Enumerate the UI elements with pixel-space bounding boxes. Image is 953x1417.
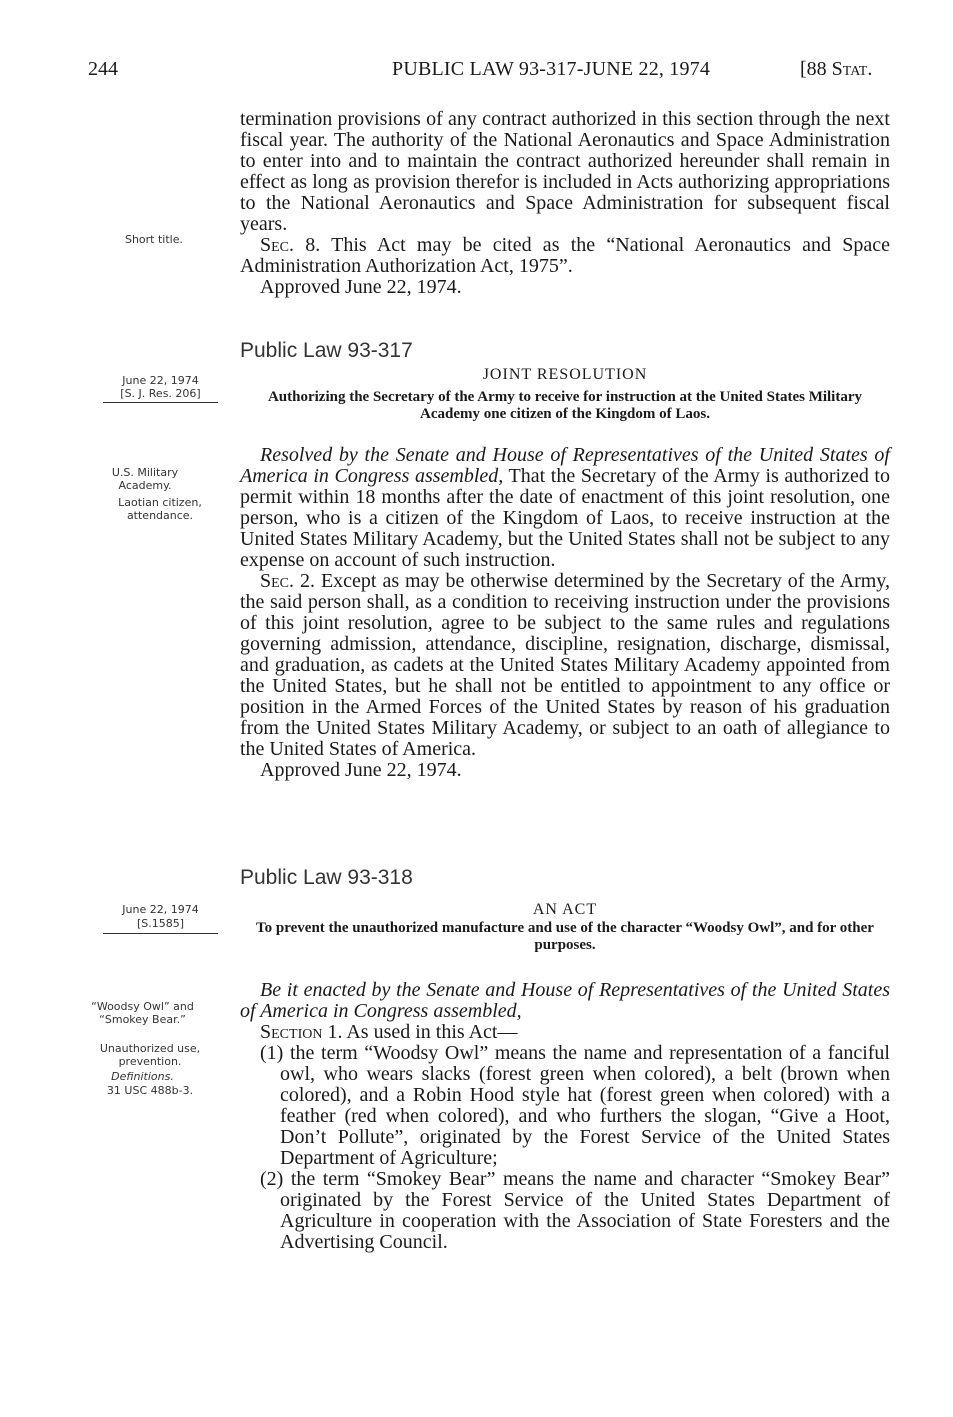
- law-93-317-body: [240, 445, 890, 781]
- law-93-318-bill-number: [S.1585]: [136, 917, 185, 930]
- section-label: Section 1.: [260, 1021, 343, 1043]
- section-text: As used in this Act—: [346, 1021, 518, 1043]
- approval-line: Approved June 22, 1974.: [260, 759, 462, 781]
- section-text: This Act may be cited as the “National Aeronautics and Space Administration Authorization Act, 1975”.: [240, 234, 890, 277]
- section-8: [240, 235, 890, 277]
- section-1: [240, 1022, 890, 1043]
- margin-note-military-academy: U.S. Military Academy.: [111, 466, 179, 492]
- section-label: Sec. 2.: [260, 570, 315, 592]
- margin-note-short-title: Short title.: [124, 233, 183, 246]
- law-93-318-body: [240, 980, 890, 1253]
- law-93-318-title: Public Law 93-318: [240, 866, 413, 889]
- law-93-317-subtitle: Authorizing the Secretary of the Army to receive for instruction at the United States Military Academy one citizen of the Kingdom of Laos.: [267, 389, 863, 422]
- law-93-317-title: Public Law 93-317: [240, 339, 413, 362]
- volume-reference: [88 Stat.: [800, 58, 873, 80]
- definition-woodsy-owl: (1) the term “Woodsy Owl” means the name and representation of a fanciful owl, who wears slacks (forest green when colored), a belt (brown when colored), and a Robin Hood style hat (forest green when colored) with a feather (red when colored), and who furthers the slogan, “Give a Hoot, Don’t Pollute”, originated by the Forest Service of the United States Department of Agriculture;: [260, 1042, 890, 1169]
- approval-line: Approved June 22, 1974.: [260, 276, 462, 298]
- section-text: Except as may be otherwise determined by the Secretary of the Army, the said person shall, as a condition to receiving instruction under the provisions of this joint resolution, agree to be subject to the same rules and regulations governing admission, attendance, discipline, resignation, discharge, dismissal, and graduation, as cadets at the United States Military Academy appointed from the United States, but he shall not be entitled to appointment to any office or position in the Armed Forces of the United States by reason of his graduation from the United States Military Academy, or subject to an oath of allegiance to the United States of America.: [240, 570, 891, 760]
- page-number: 244: [88, 58, 118, 80]
- resolving-clause: [240, 445, 890, 571]
- running-head: PUBLIC LAW 93-317-JUNE 22, 1974: [392, 58, 711, 80]
- law-93-317-date: June 22, 1974: [122, 374, 199, 387]
- margin-note-laotian-citizen: Laotian citizen, attendance.: [118, 496, 202, 522]
- resolving-clause-text: That the Secretary of the Army is authorized to permit within 18 months after the date of enactment of this joint resolution, one person, who is a citizen of the Kingdom of Laos, to receive instruction at the United States Military Academy, but the United States shall not be subject to any expense on account of such instruction.: [240, 465, 890, 571]
- section-label: Sec. 8.: [260, 234, 321, 256]
- law-93-317-bill-number: [S. J. Res. 206]: [120, 387, 201, 400]
- section-2: [240, 571, 890, 760]
- law-93-318-subtitle: To prevent the unauthorized manufacture and use of the character “Woodsy Owl”, and for other purposes.: [256, 920, 874, 953]
- definition-smokey-bear: (2) the term “Smokey Bear” means the name and character “Smokey Bear” originated by the Forest Service of the United States Department of Agriculture in cooperation with the Association of State Foresters and the Advertising Council.: [260, 1168, 890, 1253]
- margin-rule: [103, 402, 218, 403]
- margin-note-unauthorized-use: Unauthorized use, prevention.: [99, 1042, 201, 1068]
- joint-resolution-heading: JOINT RESOLUTION: [482, 366, 648, 383]
- previous-law-continuation: [240, 109, 890, 298]
- margin-note-usc-citation: 31 USC 488b-3.: [106, 1084, 194, 1097]
- law-93-318-date: June 22, 1974: [122, 903, 199, 916]
- paragraph: termination provisions of any contract authorized in this section through the next fiscal year. The authority of the National Aeronautics and Space Administration to enter into and to maintain the contract authorized hereunder shall remain in effect as long as provision therefor is included in Acts authorizing appropriations to the National Aeronautics and Space Administration for subsequent fiscal years.: [240, 108, 890, 235]
- margin-note-woodsy-owl: “Woodsy Owl” and “Smokey Bear.”: [91, 1000, 194, 1026]
- margin-rule: [103, 933, 218, 934]
- enacting-clause: Be it enacted by the Senate and House of Representatives of the United States of America in Congress assembled,: [240, 979, 890, 1022]
- resolving-clause-italic: Resolved by the Senate and House of Representatives of the United States of America in Congress assembled,: [240, 444, 890, 487]
- act-heading: AN ACT: [532, 901, 598, 918]
- margin-note-definitions: Definitions.: [111, 1070, 174, 1083]
